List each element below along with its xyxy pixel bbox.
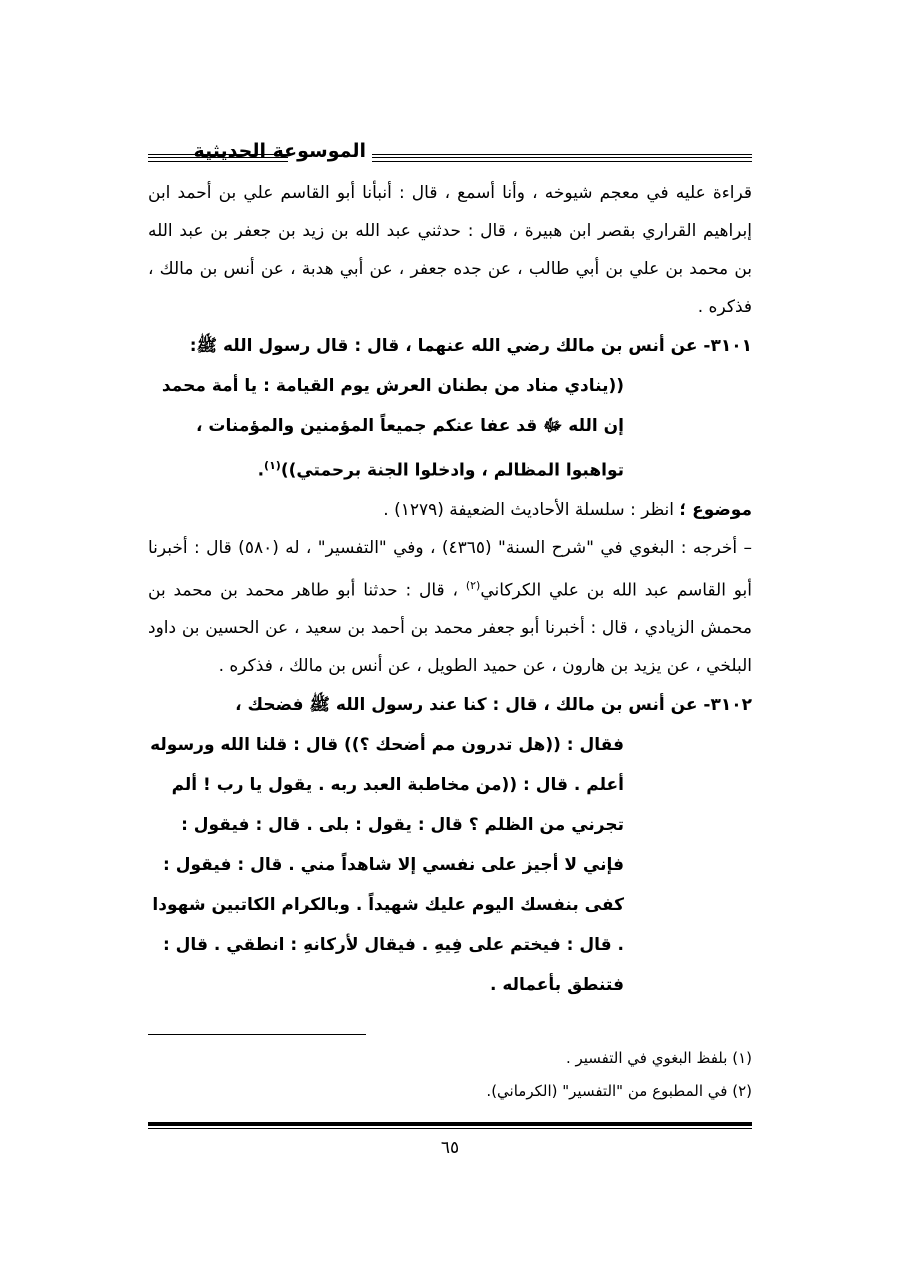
- header-rule-right: [372, 154, 752, 162]
- grade-label: موضوع ؛: [679, 499, 752, 520]
- intro-paragraph: قراءة عليه في معجم شيوخه ، وأنا أسمع ، قال : أنبأنا أبو القاسم علي بن أحمد ابن إبراهيم القراري بقصر ابن هبيرة ، قال : حدثني عبد الله بن زيد بن جعفر بن عبد الله بن محمد بن علي بن أبي طالب ، عن جده جعفر ، عن أبي هدبة ، عن أنس بن مالك ، فذكره .: [148, 183, 752, 317]
- grade-paragraph: [148, 491, 752, 529]
- hadith-3102: [148, 685, 752, 1005]
- hadith-3101-end: .: [257, 460, 265, 481]
- hadith-3101: [148, 326, 752, 491]
- hadith-3101-text-block: [148, 366, 752, 491]
- running-header: [148, 140, 752, 174]
- footnotes: [148, 1042, 752, 1108]
- takhrij-text-b: ، قال : حدثنا أبو طاهر محمد بن محمد بن محمش الزيادي ، قال : أخبرنا أبو جعفر محمد بن أحمد بن سعيد ، عن الحسين بن داود البلخي ، عن يزيد بن هارون ، عن حميد الطويل ، عن أنس بن مالك ، فذكره .: [148, 580, 752, 677]
- hadith-3102-heading: ٣١٠٢- عن أنس بن مالك ، قال : كنا عند رسول الله ﷺ فضحك ،: [235, 695, 752, 716]
- grade-text: انظر : سلسلة الأحاديث الضعيفة (١٢٧٩) .: [383, 499, 680, 520]
- footnote-2: (٢) في المطبوع من "التفسير" (الكرماني).: [486, 1082, 752, 1100]
- takhrij-paragraph: [148, 529, 752, 686]
- page-body: [148, 140, 752, 1005]
- footnote-1: (١) بلفظ البغوي في التفسير .: [565, 1049, 752, 1067]
- hadith-3102-text: فقال : ((هل تدرون مم أضحك ؟)) قال : قلنا الله ورسوله أعلم . قال : ((من مخاطبة العبد ربه . يقول يا رب ! ألم تجرني من الظلم ؟ قال : يقول : بلى . قال : فيقول : فإني لا أجيز على نفسي إلا شاهداً مني . قال : فيقول : كفى بنفسك اليوم عليك شهيداً . وبالكرام الكاتبين شهودا . قال : فيختم على فِيهِ . فيقال لأركانهِ : انطقي . قال : فتنطق بأعماله .: [150, 735, 624, 996]
- hadith-3101-heading: ٣١٠١- عن أنس بن مالك رضي الله عنهما ، قال : قال رسول الله ﷺ:: [189, 336, 752, 356]
- bottom-rule: [148, 1122, 752, 1129]
- takhrij-text-a: – أخرجه : البغوي في "شرح السنة" (٤٣٦٥) ، وفي "التفسير" ، له (٥٨٠) قال : أخبرنا أبو القاسم عبد الله بن علي الكركاني: [148, 537, 753, 601]
- hadith-3101-text: ((ينادي مناد من بطنان العرش يوم القيامة : يا أمة محمد إن الله ﷻ قد عفا عنكم جميعاً المؤمنين والمؤمنات ، تواهبوا المظالم ، وادخلوا الجنة برحمتي)): [161, 376, 624, 481]
- footnote-ref-1: (١): [264, 459, 281, 472]
- header-rule-left: [148, 154, 288, 162]
- footnote-ref-2: (٢): [465, 578, 481, 592]
- header-title: الموسوعة الحديثية: [193, 140, 366, 162]
- footnote-separator: [148, 1034, 366, 1035]
- page-number: ٦٥: [440, 1138, 460, 1158]
